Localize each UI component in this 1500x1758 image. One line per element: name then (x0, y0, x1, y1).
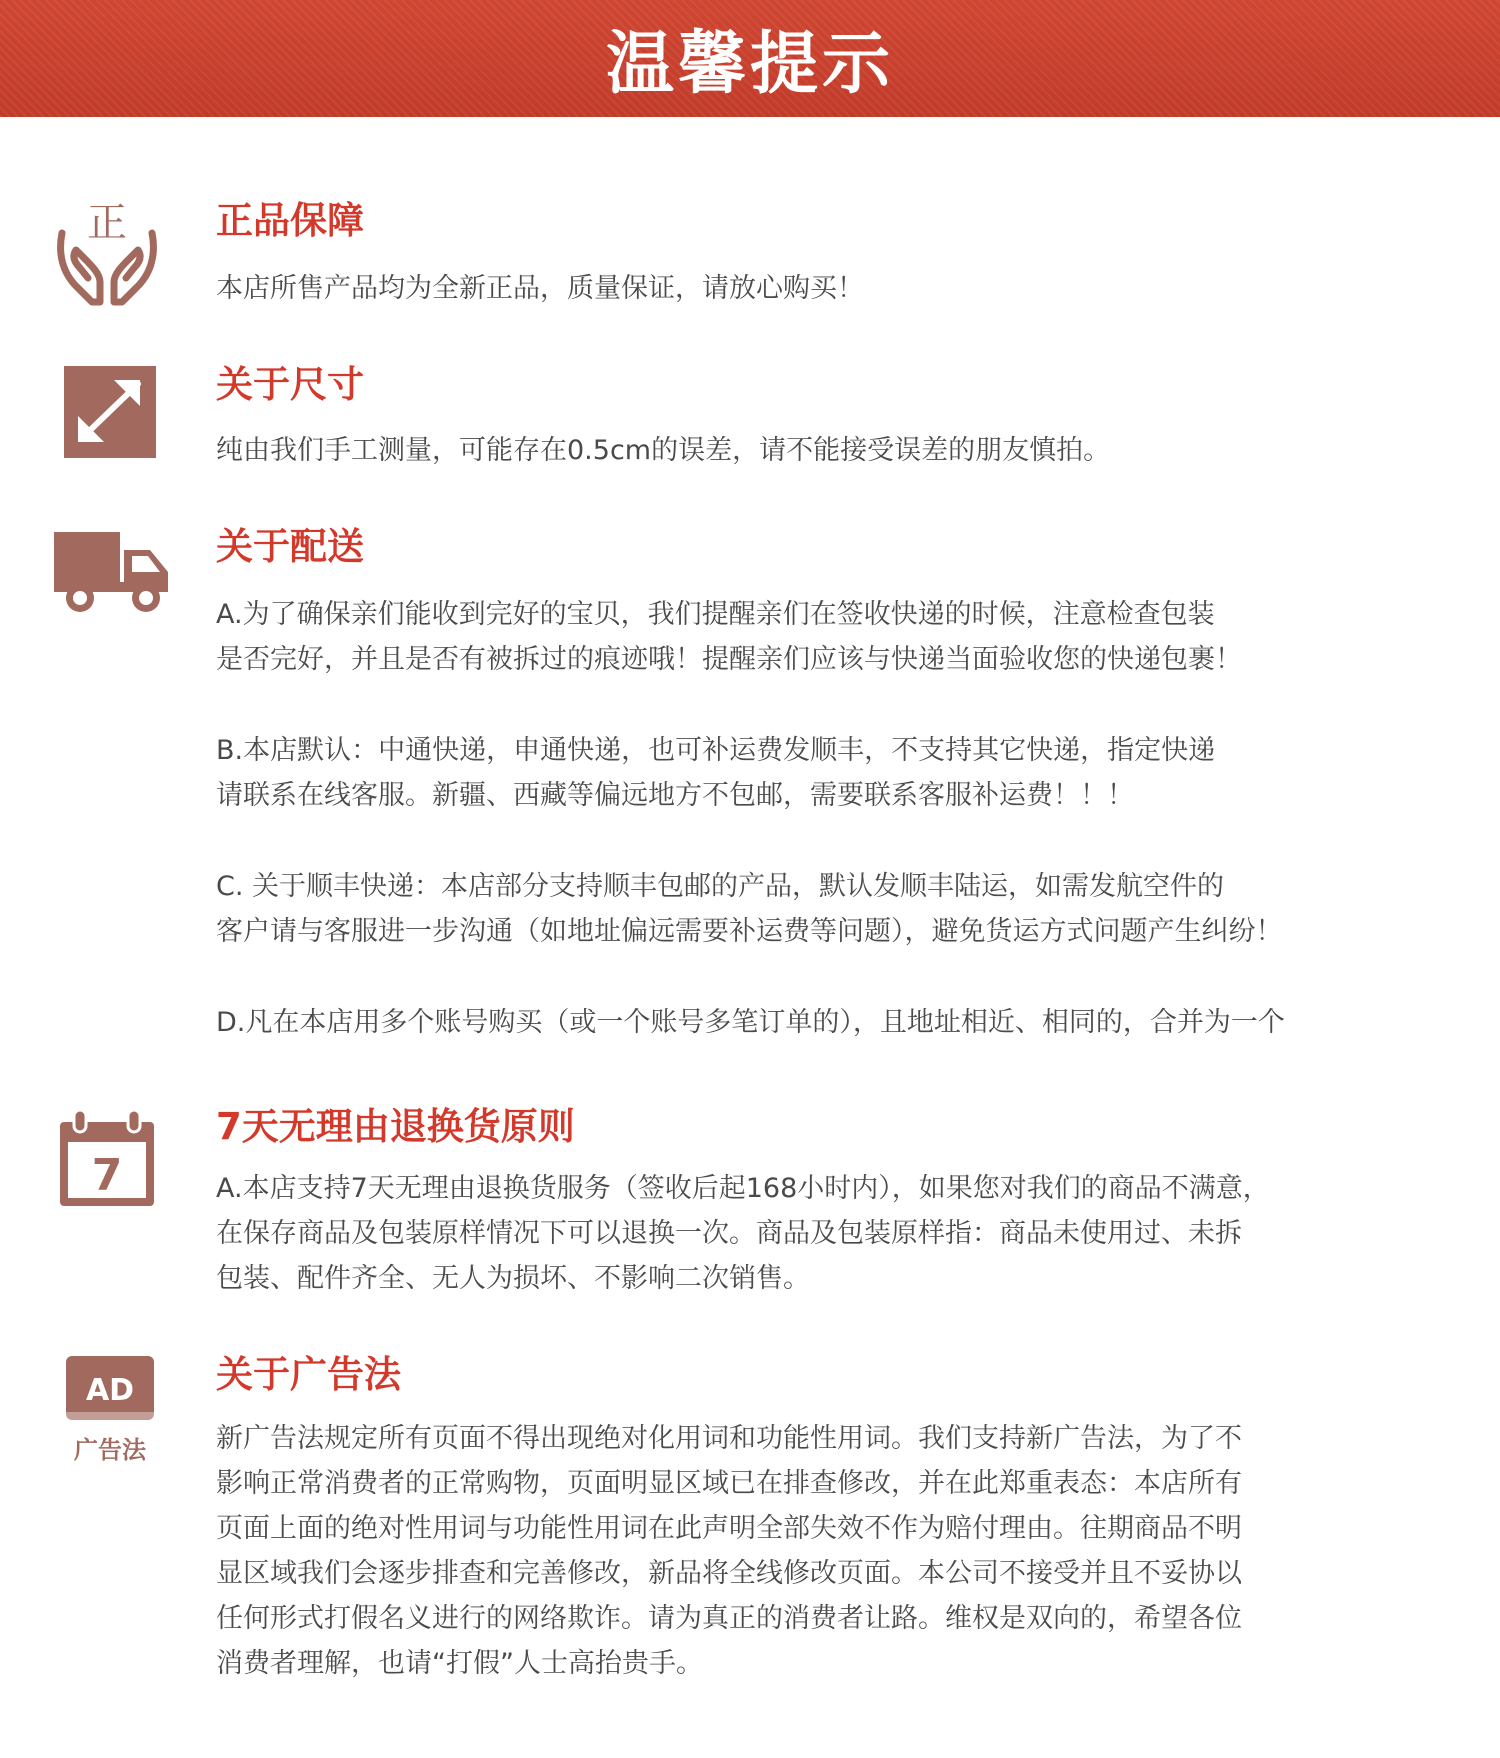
section-title: 关于尺寸 (216, 363, 364, 406)
section-title: 7天无理由退换货原则 (216, 1105, 575, 1148)
text-line: 任何形式打假名义进行的网络欺诈。请为真正的消费者让路。维权是双向的，希望各位 (216, 1603, 1242, 1634)
icon-caption-ad-law: 广告法 (74, 1436, 146, 1464)
delivery-truck-icon (52, 526, 168, 616)
header-banner (0, 0, 1500, 117)
section-text (216, 266, 1466, 311)
text-line: 显区域我们会逐步排查和完善修改，新品将全线修改页面。本公司不接受并且不妥协以 (216, 1558, 1242, 1589)
text-line: A.为了确保亲们能收到完好的宝贝，我们提醒亲们在签收快递的时候，注意检查包装 (216, 599, 1215, 630)
hands-authentic-icon (52, 198, 168, 308)
text-line: 纯由我们手工测量，可能存在0.5cm的误差，请不能接受误差的朋友慎拍。 (216, 435, 1111, 466)
delivery-paragraph-d (216, 1000, 1466, 1045)
delivery-paragraph-b (216, 728, 1466, 818)
text-line: D.凡在本店用多个账号购买（或一个账号多笔订单的），且地址相近、相同的，合并为一个 (216, 1007, 1285, 1038)
text-line: 新广告法规定所有页面不得出现绝对化用词和功能性用词。我们支持新广告法，为了不 (216, 1423, 1242, 1454)
resize-arrow-icon (52, 358, 168, 458)
icon-glyph-ad: AD (85, 1373, 135, 1408)
section-title: 关于广告法 (216, 1353, 401, 1396)
text-line: 页面上面的绝对性用词与功能性用词在此声明全部失效不作为赔付理由。往期商品不明 (216, 1513, 1242, 1544)
icon-glyph-zheng: 正 (87, 200, 127, 246)
section-text (216, 1166, 1466, 1301)
text-line: A.本店支持7天无理由退换货服务（签收后起168小时内），如果您对我们的商品不满意， (216, 1173, 1270, 1204)
section-text (216, 428, 1466, 473)
header-title: 温馨提示 (605, 25, 894, 104)
delivery-paragraph-c (216, 864, 1466, 954)
text-line: C. 关于顺丰快递：本店部分支持顺丰包邮的产品，默认发顺丰陆运，如需发航空件的 (216, 871, 1225, 902)
text-line: 在保存商品及包装原样情况下可以退换一次。商品及包装原样指：商品未使用过、未拆 (216, 1218, 1242, 1249)
text-line: 本店所售产品均为全新正品，质量保证，请放心购买！ (216, 273, 864, 304)
text-line: B.本店默认：中通快递，申通快递，也可补运费发顺丰，不支持其它快递，指定快递 (216, 735, 1216, 766)
text-line: 是否完好，并且是否有被拆过的痕迹哦！提醒亲们应该与快递当面验收您的快递包裹！ (216, 644, 1242, 675)
text-line: 消费者理解，也请“打假”人士高抬贵手。 (216, 1648, 703, 1679)
section-title: 正品保障 (216, 199, 364, 242)
section-title: 关于配送 (216, 525, 364, 568)
icon-glyph-seven: 7 (91, 1150, 123, 1201)
text-line: 包装、配件齐全、无人为损坏、不影响二次销售。 (216, 1263, 810, 1294)
ad-law-icon (52, 1354, 168, 1474)
text-line: 影响正常消费者的正常购物，页面明显区域已在排查修改，并在此郑重表态：本店所有 (216, 1468, 1242, 1499)
text-line: 请联系在线客服。新疆、西藏等偏远地方不包邮，需要联系客服补运费！！！ (216, 780, 1134, 811)
delivery-paragraph-a (216, 592, 1466, 682)
text-line: 客户请与客服进一步沟通（如地址偏远需要补运费等问题），避免货运方式问题产生纠纷！ (216, 916, 1283, 947)
section-text (216, 1416, 1466, 1686)
calendar-7-icon (52, 1104, 168, 1214)
